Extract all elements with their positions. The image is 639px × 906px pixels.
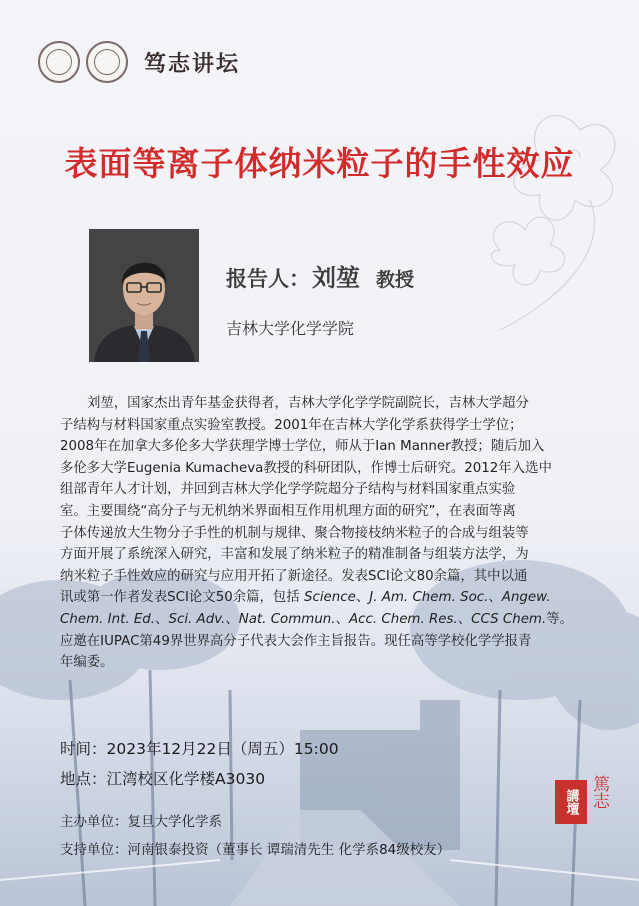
bio-text: 等。 [546,611,574,627]
speaker-line [226,258,414,293]
bio-line: 年编委。 [60,655,114,671]
speaker-photo [89,229,199,362]
event-place: 地点：江湾校区化学楼A3030 [60,770,266,788]
bio-line: 组部青年人才计划，并回到吉林大学化学学院超分子结构与材料国家重点实验 [60,482,516,498]
fudan-university-logo [38,41,80,83]
speaker-biography [60,393,582,674]
bio-line: 应邀在IUPAC第49界世界高分子代表大会作主旨报告。现任高等学校化学学报青 [60,633,532,649]
speaker-label: 报告人： [226,267,310,291]
bio-line-journals [60,609,582,631]
bio-separator: 、 [155,611,169,627]
bio-separator: 、 [225,611,239,627]
journal-name: Nat. Commun. [238,611,336,627]
journal-name: Chem. Int. Ed. [60,611,156,627]
bio-separator: 、 [335,611,349,627]
bio-text: 讯或第一作者发表SCI论文50余篇，包括 [60,590,304,606]
fudan-chemistry-logo [86,41,128,83]
bio-line: 2008年在加拿大多伦多大学获理学博士学位，师从于Ian Manner教授；随后加入 [60,439,545,455]
event-time: 时间：2023年12月22日（周五）15:00 [60,740,339,758]
bio-separator: 、 [457,611,472,627]
bio-line: 子体传递放大生物分子手性的机制与规律、聚合物接枝纳米粒子的合成与组装等 [60,525,529,541]
seal-side-calligraphy: 篤志 [589,775,609,809]
speaker-affiliation: 吉林大学化学学院 [226,319,355,338]
bio-line: 室。主要围绕“高分子与无机纳米界面相互作用机理方面的研究”，在表面等离 [60,503,516,519]
bio-line: 多伦多大学Eugenia Kumacheva教授的科研团队，作博士后研究。2012年入选中 [60,460,552,476]
seal-text: 講壇 [563,789,579,815]
journal-name: Acc. Chem. Res. [348,611,458,627]
bio-line: 刘堃，国家杰出青年基金获得者，吉林大学化学学院副院长，吉林大学超分 [87,396,529,411]
journal-name: Angew. [501,590,551,606]
journal-name: J. Am. Chem. Soc. [369,590,489,606]
journal-name: CCS Chem. [471,611,547,627]
flower-decoration [440,100,639,340]
speaker-title: 教授 [376,269,415,291]
header-logos [38,40,240,84]
lecture-seal-stamp [555,780,587,824]
journal-name: Sci. Adv. [168,611,226,627]
bio-line-journals [60,587,582,609]
journal-name: Science [303,590,356,606]
bio-line: 纳米粒子手性效应的研究与应用开拓了新途径。发表SCI论文80余篇，其中以通 [60,568,528,584]
bio-separator: 、 [488,590,502,606]
brand-title: 笃志讲坛 [144,50,241,77]
sponsor-organizer: 支持单位：河南银泰投资（董事长 谭瑞清先生 化学系84级校友） [60,842,451,858]
bio-separator: 、 [355,590,370,606]
lecture-title: 表面等离子体纳米粒子的手性效应 [64,144,575,183]
speaker-name: 刘堃 [312,264,360,292]
bio-line: 方面开展了系统深入研究，丰富和发展了纳米粒子的精准制备与组装方法学，为 [60,547,529,563]
bio-line: 子结构与材料国家重点实验室教授。2001年在吉林大学化学系获得学士学位； [60,417,523,433]
host-organizer: 主办单位：复旦大学化学系 [60,814,222,830]
